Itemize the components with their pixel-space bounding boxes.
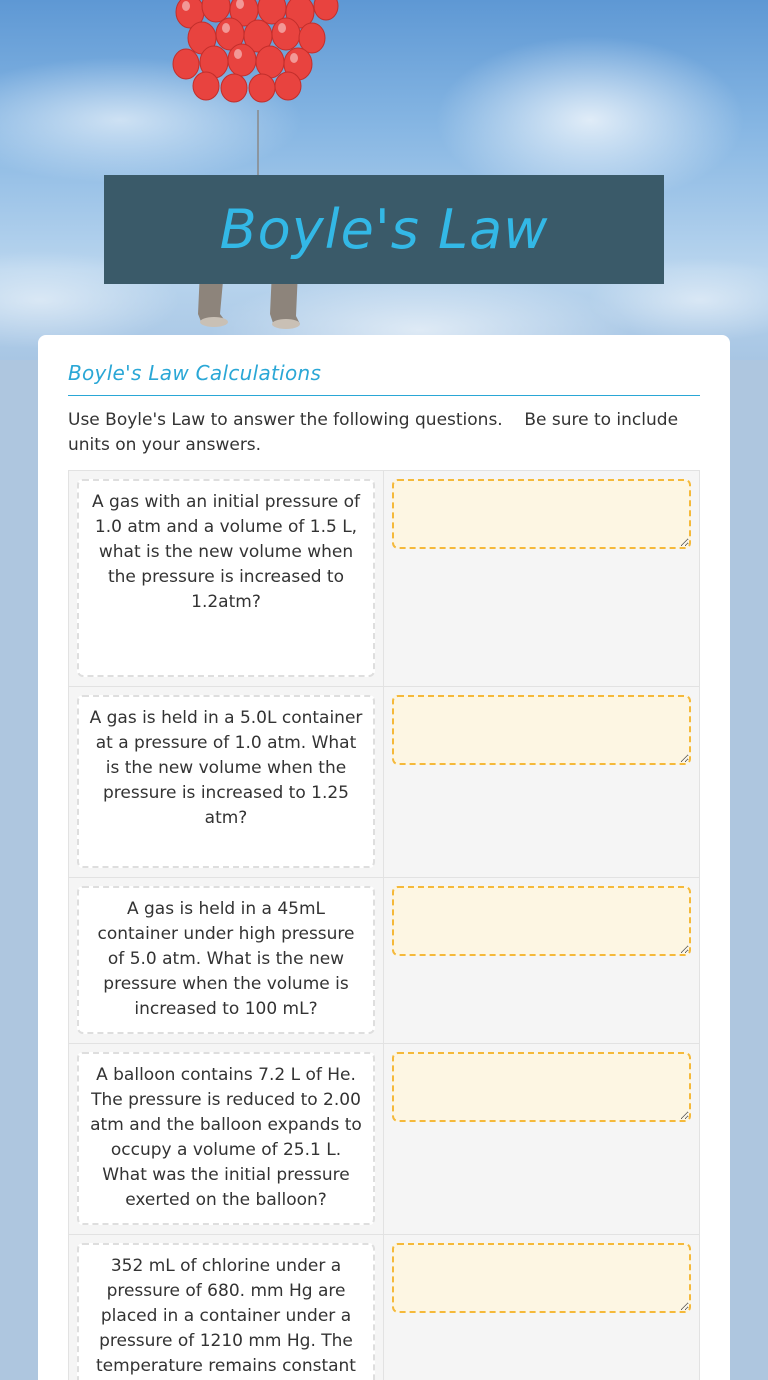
table-row: [69, 1235, 699, 1380]
table-row: [69, 878, 699, 1044]
answer-input-5[interactable]: [392, 1243, 691, 1313]
header-background: [0, 0, 768, 360]
balloons-image: [150, 0, 350, 180]
question-cell: [69, 1235, 384, 1380]
answer-cell: [384, 687, 699, 877]
question-text: A gas with an initial pressure of 1.0 atm and a volume of 1.5 L, what is the new volume when the pressure is increased to 1.2atm?: [77, 479, 375, 677]
answer-input-1[interactable]: [392, 479, 691, 549]
section-title: Boyle's Law Calculations: [68, 361, 700, 396]
worksheet-card: [38, 335, 730, 1380]
question-cell: [69, 687, 384, 877]
question-cell: [69, 471, 384, 686]
answer-cell: [384, 1235, 699, 1380]
answer-cell: [384, 1044, 699, 1234]
question-text: A gas is held in a 45mL container under high pressure of 5.0 atm. What is the new pressure when the volume is increased to 100 mL?: [77, 886, 375, 1034]
answer-input-2[interactable]: [392, 695, 691, 765]
answer-cell: [384, 878, 699, 1043]
question-text: 352 mL of chlorine under a pressure of 680. mm Hg are placed in a container under a pressure of 1210 mm Hg. The temperature remains constant: [77, 1243, 375, 1380]
answer-input-4[interactable]: [392, 1052, 691, 1122]
question-cell: [69, 1044, 384, 1234]
table-row: [69, 471, 699, 687]
answer-input-3[interactable]: [392, 886, 691, 956]
question-text: A balloon contains 7.2 L of He. The pressure is reduced to 2.00 atm and the balloon expands to occupy a volume of 25.1 L. What was the initial pressure exerted on the balloon?: [77, 1052, 375, 1225]
question-text: A gas is held in a 5.0L container at a pressure of 1.0 atm. What is the new volume when the pressure is increased to 1.25 atm?: [77, 695, 375, 868]
page-title: Boyle's Law: [219, 198, 549, 261]
title-banner: [104, 175, 664, 284]
table-row: [69, 1044, 699, 1235]
question-cell: [69, 878, 384, 1043]
instructions-text: Use Boyle's Law to answer the following questions. Be sure to include units on your answers.: [68, 410, 684, 455]
table-row: [69, 687, 699, 878]
questions-table: [68, 470, 700, 1380]
answer-cell: [384, 471, 699, 686]
